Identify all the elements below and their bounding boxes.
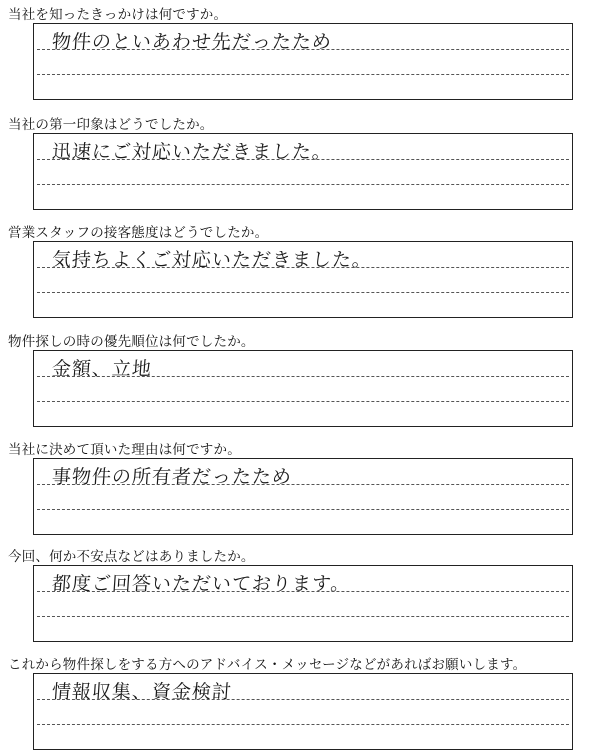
question-label: 当社の第一印象はどうでしたか。 — [8, 117, 214, 133]
answer-box — [33, 241, 573, 318]
answer-box — [33, 565, 573, 642]
handwritten-answer: 事物件の所有者だったため — [51, 466, 293, 488]
dashed-rule — [37, 74, 569, 75]
answer-box — [33, 350, 573, 427]
handwritten-answer: 気持ちよくご対応いただきました。 — [51, 249, 373, 271]
dashed-rule — [37, 724, 569, 725]
question-label: これから物件探しをする方へのアドバイス・メッセージなどがあればお願いします。 — [8, 657, 527, 673]
dashed-rule — [37, 292, 569, 293]
dashed-rule — [37, 159, 569, 160]
question-label: 今回、何か不安点などはありましたか。 — [8, 549, 255, 565]
handwritten-answer: 情報収集、資金検討 — [51, 681, 233, 703]
answer-box — [33, 23, 573, 100]
dashed-rule — [37, 616, 569, 617]
dashed-rule — [37, 267, 569, 268]
answer-box — [33, 133, 573, 210]
question-label: 物件探しの時の優先順位は何でしたか。 — [8, 334, 255, 350]
question-label: 営業スタッフの接客態度はどうでしたか。 — [8, 225, 269, 241]
handwritten-answer: 物件のといあわせ先だったため — [51, 31, 333, 53]
dashed-rule — [37, 184, 569, 185]
question-label: 当社に決めて頂いた理由は何ですか。 — [8, 442, 241, 458]
handwritten-answer: 都度ご回答いただいております。 — [51, 573, 352, 595]
answer-box — [33, 458, 573, 535]
question-label: 当社を知ったきっかけは何ですか。 — [8, 7, 228, 23]
dashed-rule — [37, 376, 569, 377]
dashed-rule — [37, 49, 569, 50]
answer-box — [33, 673, 573, 750]
dashed-rule — [37, 591, 569, 592]
dashed-rule — [37, 509, 569, 510]
dashed-rule — [37, 484, 569, 485]
dashed-rule — [37, 699, 569, 700]
handwritten-answer: 金額、立地 — [51, 358, 153, 380]
handwritten-answer: 迅速にご対応いただきました。 — [51, 141, 333, 163]
dashed-rule — [37, 401, 569, 402]
